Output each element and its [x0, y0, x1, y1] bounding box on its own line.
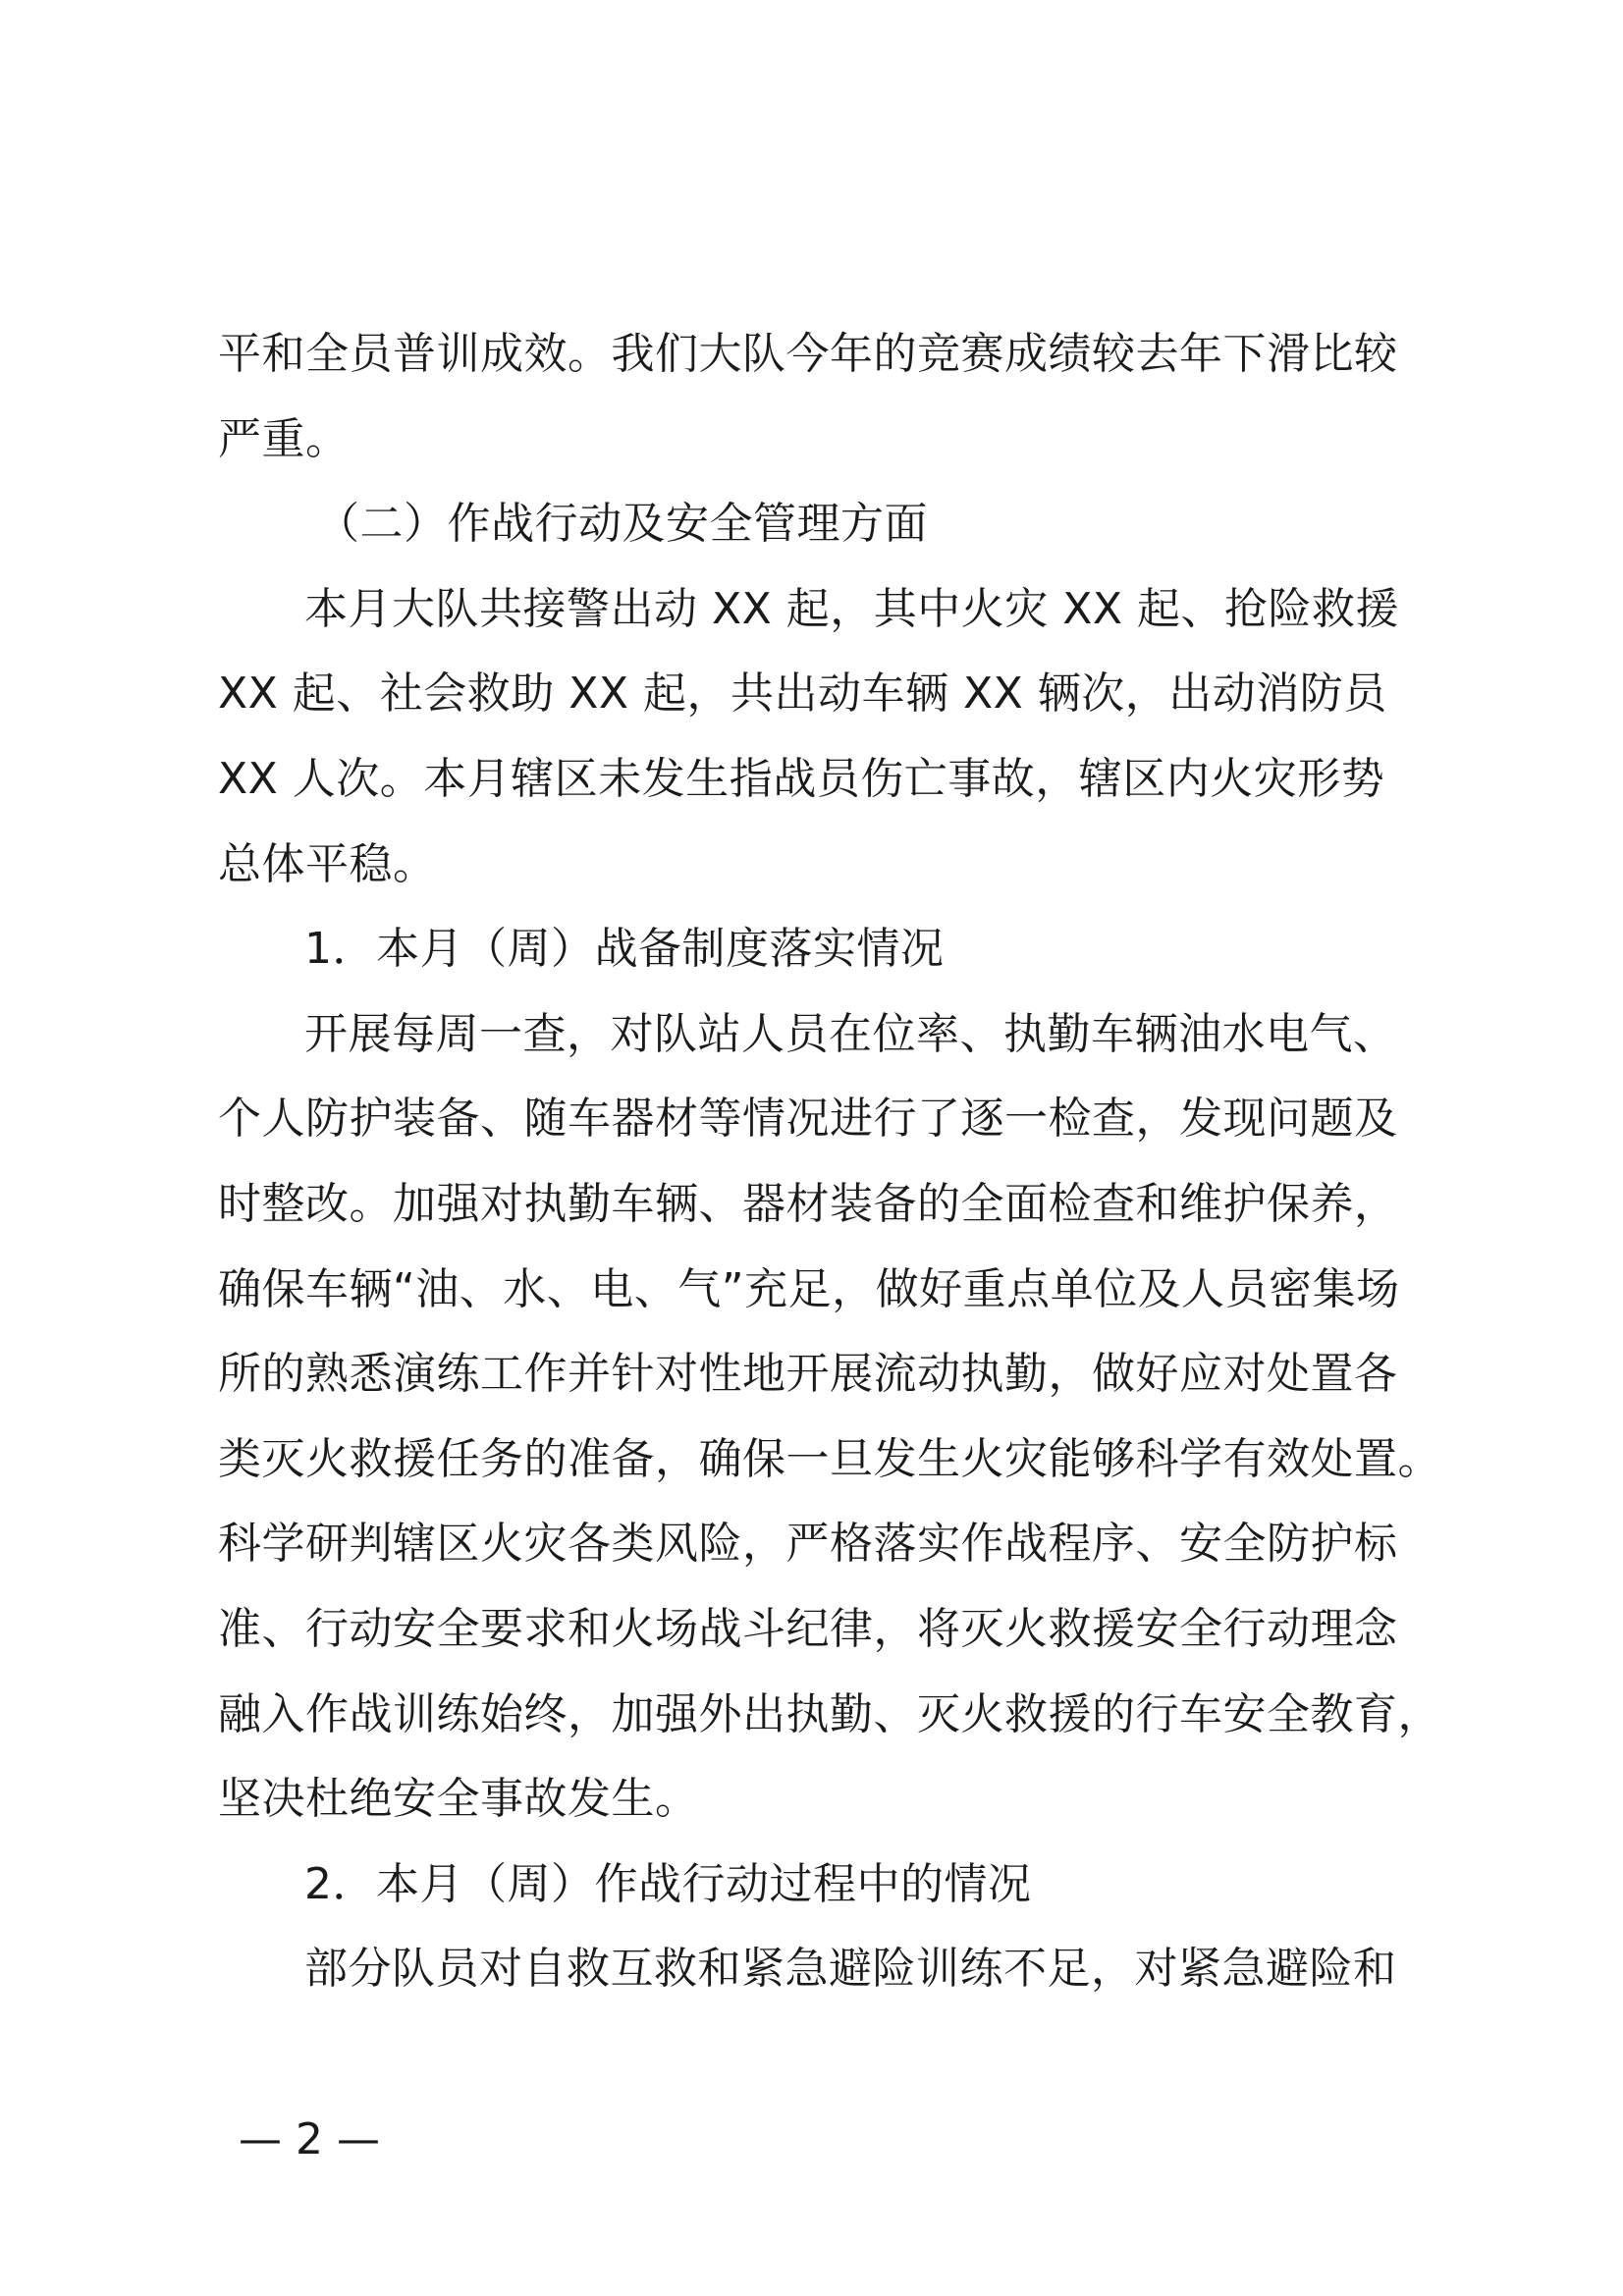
text-line-18: 坚决杜绝安全事故发生。	[218, 1774, 699, 1825]
text-line-2: 严重。	[218, 413, 350, 464]
text-line-11: 时整改。加强对执勤车辆、器材装备的全面检查和维护保养，	[218, 1178, 1398, 1229]
text-line-9: 开展每周一查，对队站人员在位率、执勤车辆油水电气、	[304, 1008, 1397, 1059]
document-body	[218, 312, 1441, 2012]
text-line-12: 确保车辆“油、水、电、气”充足，做好重点单位及人员密集场	[218, 1263, 1400, 1314]
text-line-5: XX 起、社会救助 XX 起，共出动车辆 XX 辆次，出动消防员	[218, 668, 1387, 720]
text-line-6: XX 人次。本月辖区未发生指战员伤亡事故，辖区内火灾形势	[218, 753, 1385, 804]
text-line-14: 类灭火救援任务的准备，确保一旦发生火灾能够科学有效处置。	[218, 1433, 1441, 1484]
text-line-13: 所的熟悉演练工作并针对性地开展流动执勤，做好应对处置各	[218, 1349, 1398, 1400]
section-heading-2: （二）作战行动及安全管理方面	[316, 499, 928, 550]
page-number: — 2 —	[239, 2114, 380, 2164]
subheading-2: 2．本月（周）作战行动过程中的情况	[304, 1858, 1032, 1909]
subheading-1: 1．本月（周）战备制度落实情况	[304, 924, 945, 975]
text-line-16: 准、行动安全要求和火场战斗纪律，将灭火救援安全行动理念	[218, 1603, 1398, 1654]
text-line-1: 平和全员普训成效。我们大队今年的竞赛成绩较去年下滑比较	[218, 329, 1398, 379]
text-line-17: 融入作战训练始终，加强外出执勤、灭火救援的行车安全教育，	[218, 1688, 1441, 1739]
text-line-10: 个人防护装备、随车器材等情况进行了逐一检查，发现问题及	[218, 1094, 1398, 1145]
text-line-7: 总体平稳。	[218, 838, 437, 889]
text-line-20: 部分队员对自救互救和紧急避险训练不足，对紧急避险和	[304, 1944, 1397, 1995]
text-line-4: 本月大队共接警出动 XX 起，其中火灾 XX 起、抢险救援	[304, 583, 1400, 634]
text-line-15: 科学研判辖区火灾各类风险，严格落实作战程序、安全防护标	[218, 1519, 1398, 1570]
